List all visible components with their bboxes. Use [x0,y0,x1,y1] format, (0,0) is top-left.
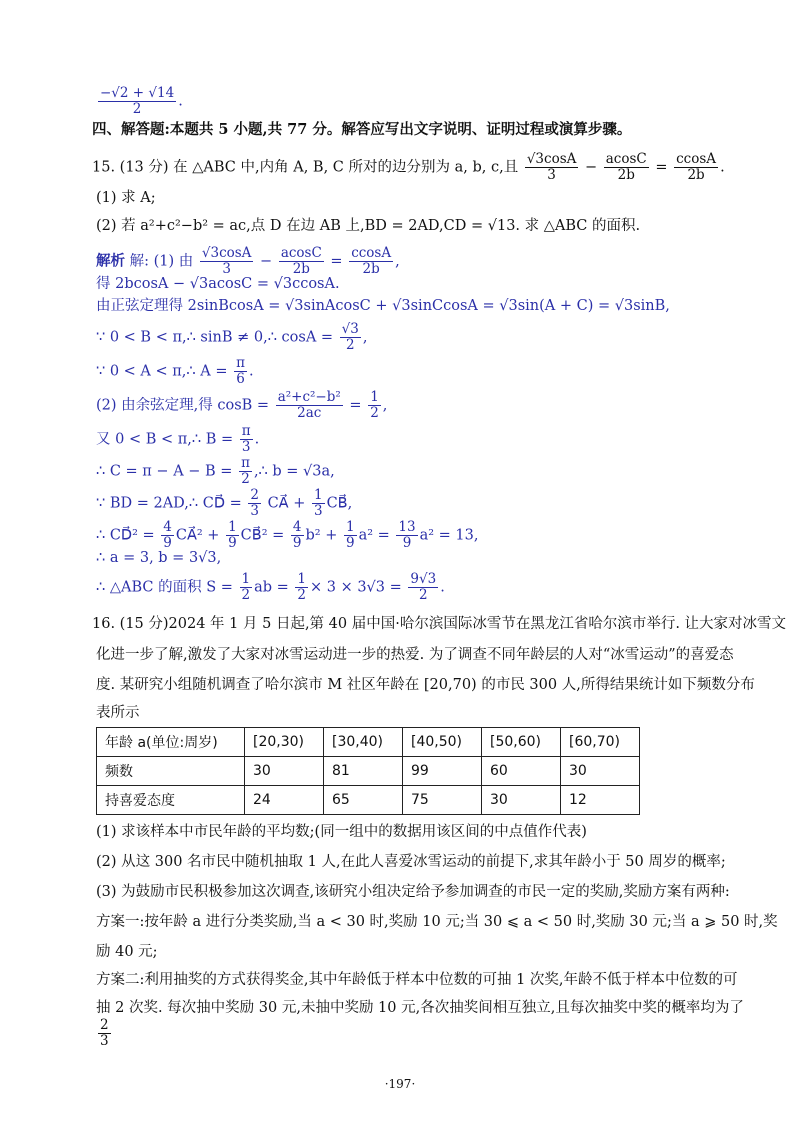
previous-answer: $\frac{-√2 + √14}{2}$ . [100,85,183,117]
fraction: $\frac{-√2 + √14}{2}$ [100,85,175,117]
table-header-row [97,728,640,757]
solution-line-5: ∵ 0 < A < π,∴ A = $\frac{\pi}{6}$ . [96,355,254,387]
table-cell: 99 [403,757,482,786]
table-cell: 30 [245,757,324,786]
q16-plan2-cont: 抽 2 次奖. 每次抽中奖励 30 元,未抽中奖励 10 元,各次抽奖间相互独立,且每次抽奖中奖的概率均为了 [96,1000,744,1016]
q16-line-1: 16. (15 分)2024 年 1 月 5 日起,第 40 届中国·哈尔滨国际冰雪节在黑龙江省哈尔滨市举行. 让大家对冰雪文 [92,616,787,632]
q16-plan1-cont: 励 40 元; [96,944,158,960]
solution-line-12: ∴ △ABC 的面积 S = $\frac{1}{2}$ ab = $\frac{1}{2}$ × 3 × 3√3 = $\frac{9√3}{2}$ . [96,571,445,603]
table-cell: 持喜爱态度 [97,786,245,815]
table-cell: 年龄 a(单位:周岁) [97,728,245,757]
table-cell: [30,40) [324,728,403,757]
solution-line-10: ∴ CD⃗² = $\frac{4}{9}$ CA⃗² + $\frac{1}{9}$ CB⃗² = $\frac{4}{9}$ b² + $\frac{1}{9}$ a² = $\frac{13}{9}$ a² = 13, [96,519,479,551]
solution-line-9: ∵ BD = 2AD,∴ CD⃗ = $\frac{2}{3}$ CA⃗ + $\frac{1}{3}$ CB⃗, [96,487,353,519]
solution-line-4: ∵ 0 < B < π,∴ sinB ≠ 0,∴ cosA = $\frac{√3}{2}$ , [96,321,368,353]
q16-part3: (3) 为鼓励市民积极参加这次调查,该研究小组决定给予参加调查的市民一定的奖励,奖励方案有两种: [96,884,730,900]
table-cell: [20,30) [245,728,324,757]
frequency-table [96,727,640,815]
q15-stem: 15. (13 分) 在 △ABC 中,内角 A, B, C 所对的边分别为 a, b, c,且 $\frac{√3\cos A}{3}$ − $\frac{acosC}{2b}$ = $\frac{ccosA}{2b}$ . [92,151,725,183]
q16-probability: $\frac{2}{3}$ [100,1017,109,1049]
q16-plan2: 方案二:利用抽奖的方式获得奖金,其中年龄低于样本中位数的可抽 1 次奖,年龄不低于样本中位数的可 [96,972,738,988]
table-row [97,786,640,815]
table-cell: 81 [324,757,403,786]
solution-line-2: 得 2bcosA − √3acosC = √3ccosA. [96,276,340,292]
table-cell: [60,70) [561,728,640,757]
q16-line-2: 化进一步了解,激发了大家对冰雪运动进一步的热爱. 为了调查不同年龄层的人对“冰雪运动”的喜爱态 [96,647,734,663]
table-cell: 12 [561,786,640,815]
table-cell: 频数 [97,757,245,786]
table-cell: 30 [561,757,640,786]
q16-part2: (2) 从这 300 名市民中随机抽取 1 人,在此人喜爱冰雪运动的前提下,求其年龄小于 50 周岁的概率; [96,854,726,870]
solution-line-3: 由正弦定理得 2sinBcosA = √3sinAcosC + √3sinCcosA = √3sin(A + C) = √3sinB, [96,298,670,314]
q16-part1: (1) 求该样本中市民年龄的平均数;(同一组中的数据用该区间的中点值作代表) [96,824,587,840]
table-cell: [50,60) [482,728,561,757]
solution-line-1: 解析 解: (1) 由 $\frac{√3\cos A}{3}$ − $\frac{acosC}{2b}$ = $\frac{ccosA}{2b}$ , [96,245,400,277]
solution-line-7: 又 0 < B < π,∴ B = $\frac{\pi}{3}$ . [96,423,260,455]
q15-part2: (2) 若 a²+c²−b² = ac,点 D 在边 AB 上,BD = 2AD,CD = √13. 求 △ABC 的面积. [96,218,641,234]
table-cell: [40,50) [403,728,482,757]
solution-line-6: (2) 由余弦定理,得 cosB = $\frac{\text{a²+c²−b²}}{2ac}$ = $\frac{1}{2}$ , [96,389,388,421]
solution-line-8: ∴ C = π − A − B = $\frac{\pi}{2}$ ,∴ b = √3a, [96,455,335,487]
q16-line-4: 表所示 [96,705,140,721]
solution-line-11: ∴ a = 3, b = 3√3, [96,550,222,566]
table-row [97,757,640,786]
table-cell: 65 [324,786,403,815]
q16-plan1: 方案一:按年龄 a 进行分类奖励,当 a < 30 时,奖励 10 元;当 30 ⩽ a < 50 时,奖励 30 元;当 a ⩾ 50 时,奖 [96,914,778,930]
table-cell: 24 [245,786,324,815]
table-cell: 75 [403,786,482,815]
q15-part1: (1) 求 A; [96,190,156,206]
page-number: ·197· [384,1077,416,1091]
table-cell: 60 [482,757,561,786]
q16-line-3: 度. 某研究小组随机调查了哈尔滨市 M 社区年龄在 [20,70) 的市民 300 人,所得结果统计如下频数分布 [96,677,755,693]
table-cell: 30 [482,786,561,815]
solution-label: 解析 [96,253,125,270]
section-heading: 四、解答题:本题共 5 小题,共 77 分。解答应写出文字说明、证明过程或演算步骤。 [92,121,632,138]
